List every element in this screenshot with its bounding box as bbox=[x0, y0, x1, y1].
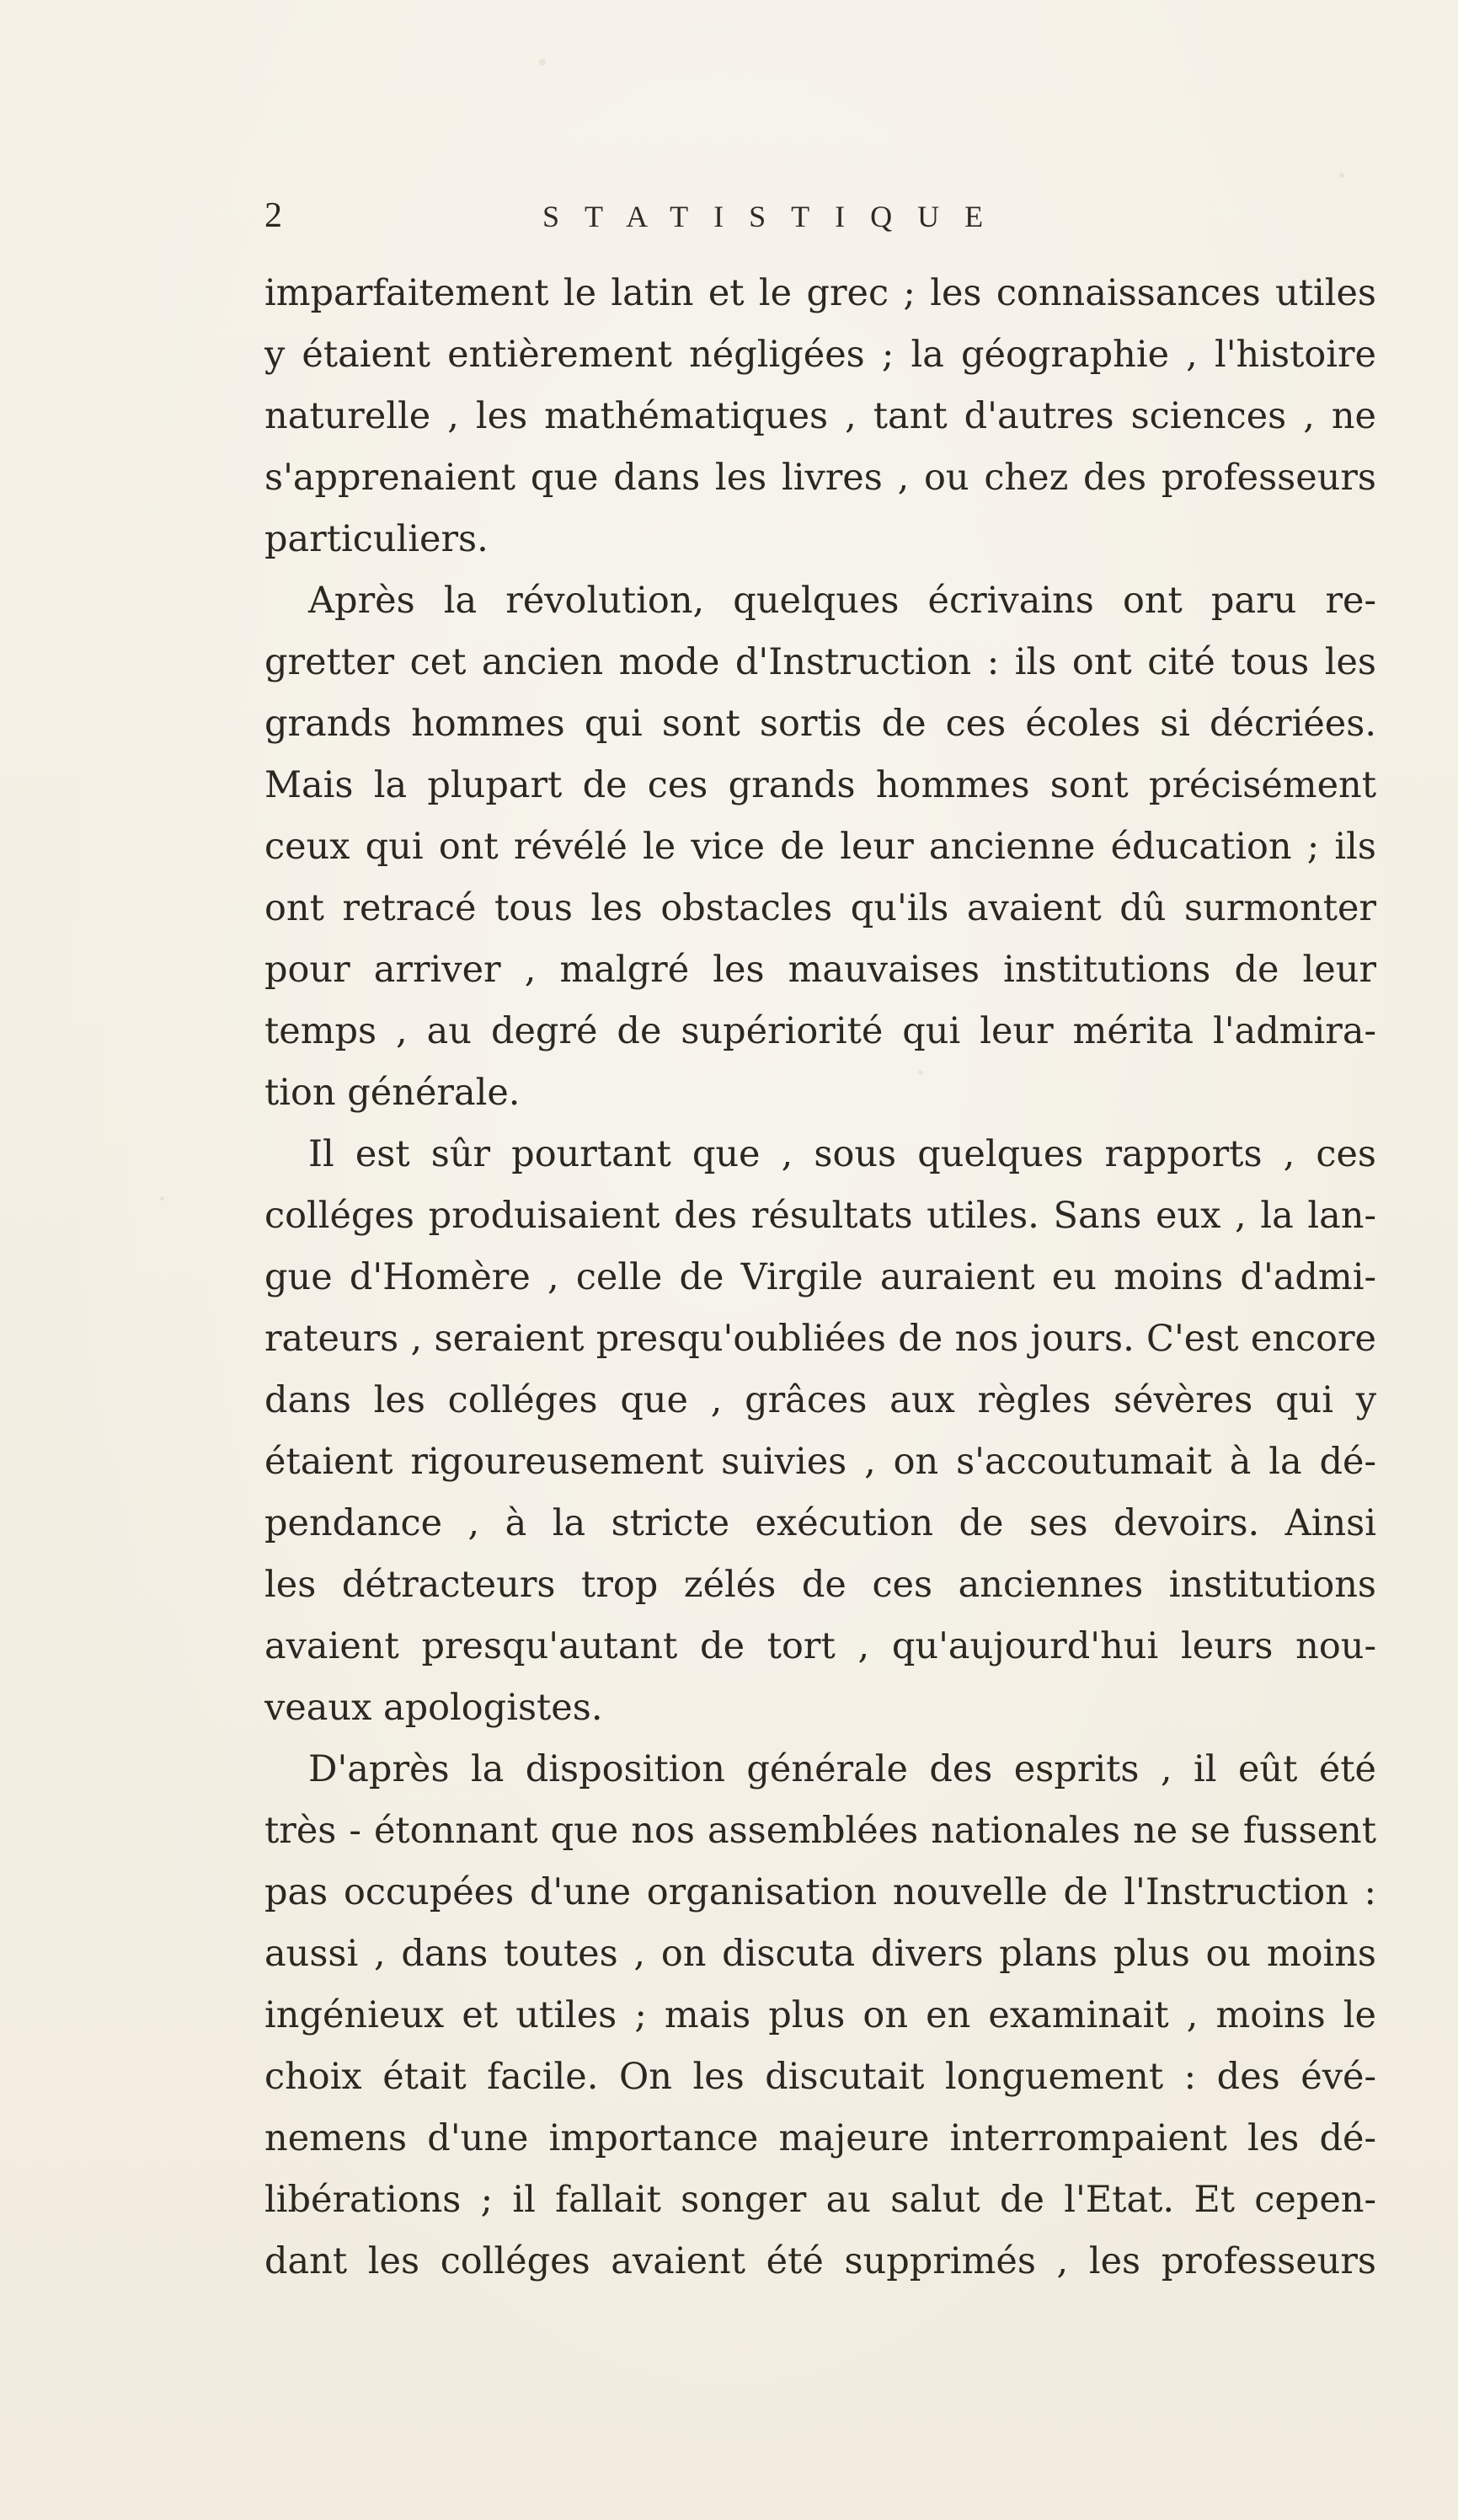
text-line: ingénieux et utiles ; mais plus on en examinait , moins le bbox=[264, 1994, 1376, 2036]
text-line: choix était facile. On les discutait longuement : des évé- bbox=[264, 2056, 1376, 2098]
text-line: imparfaitement le latin et le grec ; les connaissances utiles bbox=[264, 272, 1376, 314]
paper-spot bbox=[1339, 173, 1344, 178]
text-line: très - étonnant que nos assemblées nationales ne se fussent bbox=[264, 1810, 1376, 1852]
text-line: gretter cet ancien mode d'Instruction : ils ont cité tous les bbox=[264, 641, 1376, 683]
text-line: temps , au degré de supériorité qui leur mérita l'admira- bbox=[264, 1010, 1376, 1052]
paper-spot bbox=[160, 1196, 164, 1201]
text-line: nemens d'une importance majeure interrompaient les dé- bbox=[264, 2117, 1376, 2159]
text-line: colléges produisaient des résultats utiles. Sans eux , la lan- bbox=[264, 1195, 1376, 1237]
text-line: Il est sûr pourtant que , sous quelques rapports , ces bbox=[308, 1133, 1376, 1175]
text-line: pas occupées d'une organisation nouvelle de l'Instruction : bbox=[264, 1871, 1376, 1913]
text-line: Après la révolution, quelques écrivains ont paru re- bbox=[308, 580, 1376, 622]
text-line: grands hommes qui sont sortis de ces écoles si décriées. bbox=[264, 703, 1376, 745]
text-line: D'après la disposition générale des esprits , il eût été bbox=[308, 1748, 1376, 1790]
text-line: étaient rigoureusement suivies , on s'accoutumait à la dé- bbox=[264, 1441, 1376, 1483]
running-head bbox=[264, 195, 1376, 246]
running-title: STATISTIQUE bbox=[542, 200, 1009, 233]
text-line: avaient presqu'autant de tort , qu'aujourd'hui leurs nou- bbox=[264, 1625, 1376, 1667]
text-line: pour arriver , malgré les mauvaises institutions de leur bbox=[264, 949, 1376, 991]
text-line: veaux apologistes. bbox=[264, 1687, 603, 1729]
page-number: 2 bbox=[264, 196, 282, 235]
text-line: rateurs , seraient presqu'oubliées de nos jours. C'est encore bbox=[264, 1318, 1376, 1360]
text-line: gue d'Homère , celle de Virgile auraient eu moins d'admi- bbox=[264, 1256, 1376, 1298]
text-line: dans les colléges que , grâces aux règles sévères qui y bbox=[264, 1379, 1376, 1421]
paper-spot bbox=[539, 59, 546, 66]
text-line: ceux qui ont révélé le vice de leur ancienne éducation ; ils bbox=[264, 826, 1376, 868]
text-line: libérations ; il fallait songer au salut de l'Etat. Et cepen- bbox=[264, 2179, 1376, 2221]
text-line: s'apprenaient que dans les livres , ou chez des professeurs bbox=[264, 457, 1376, 499]
text-line: dant les colléges avaient été supprimés , les professeurs bbox=[264, 2240, 1376, 2282]
text-line: les détracteurs trop zélés de ces anciennes institutions bbox=[264, 1564, 1376, 1606]
text-line: y étaient entièrement négligées ; la géographie , l'histoire bbox=[264, 334, 1376, 376]
text-line: ont retracé tous les obstacles qu'ils avaient dû surmonter bbox=[264, 887, 1376, 929]
text-line: pendance , à la stricte exécution de ses devoirs. Ainsi bbox=[264, 1502, 1376, 1544]
text-line: tion générale. bbox=[264, 1072, 521, 1114]
body-text bbox=[264, 263, 1376, 2293]
text-line: particuliers. bbox=[264, 518, 489, 560]
text-line: aussi , dans toutes , on discuta divers plans plus ou moins bbox=[264, 1933, 1376, 1975]
text-line: naturelle , les mathématiques , tant d'autres sciences , ne bbox=[264, 395, 1376, 437]
text-line: Mais la plupart de ces grands hommes sont précisément bbox=[264, 764, 1376, 806]
